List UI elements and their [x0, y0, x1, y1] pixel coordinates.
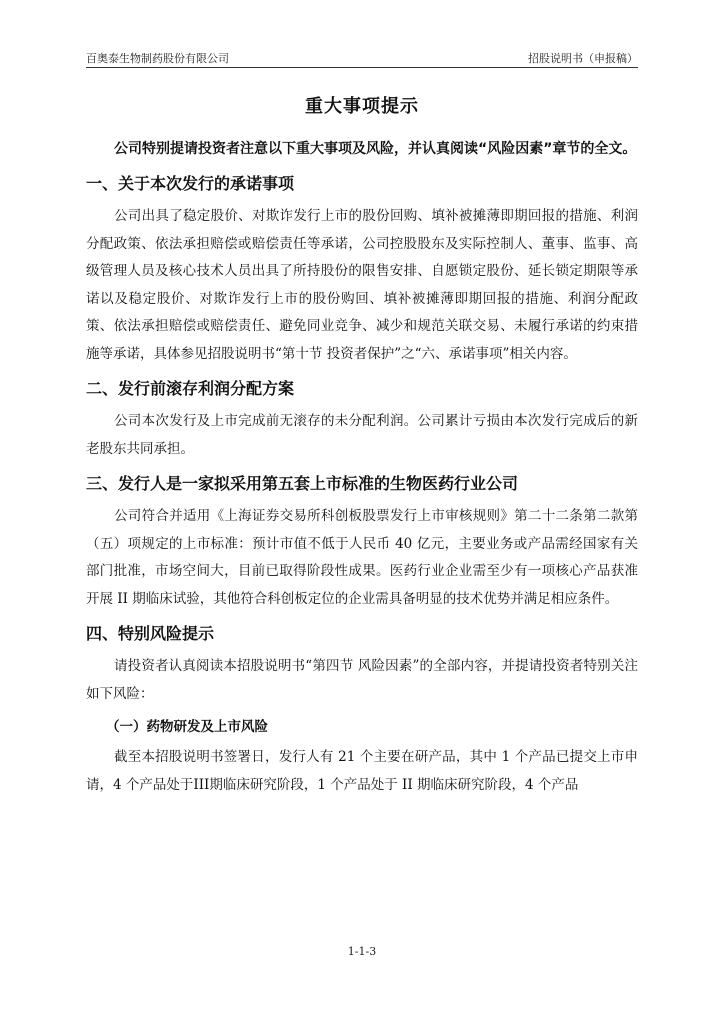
document-body [86, 92, 638, 805]
section-3-heading: 三、发行人是一家拟采用第五套上市标准的生物医药行业公司 [86, 474, 519, 493]
section-2-heading: 二、发行前滚存利润分配方案 [86, 379, 295, 398]
section-2-body: 公司本次发行及上市完成前无滚存的未分配利润。公司累计亏损由本次发行完成后的新老股东共同承担。 [86, 413, 638, 457]
section-1-body: 公司出具了稳定股价、对欺诈发行上市的股份回购、填补被摊薄即期回报的措施、利润分配政策、依法承担赔偿或赔偿责任等承诺，公司控股股东及实际控制人、董事、监事、高级管理人员及核心技术人员出具了所持股份的限售安排、自愿锁定股份、延长锁定期限等承诺以及稳定股价、对欺诈发行上市的股份购回、填补被摊薄即期回报的措施、利润分配政策、依法承担赔偿或赔偿责任、避免同业竞争、减少和规范关联交易、未履行承诺的约束措施等承诺，具体参见招股说明书“第十节 投资者保护”之“六、承诺事项”相关内容。 [86, 208, 638, 362]
page-title: 重大事项提示 [305, 96, 419, 117]
subsection-4-1-heading: （一）药物研发及上市风险 [106, 719, 268, 735]
page-number: 1-1-3 [347, 945, 377, 958]
section-4-body: 请投资者认真阅读本招股说明书“第四节 风险因素”的全部内容，并提请投资者特别关注如下风险： [86, 658, 638, 702]
subsection-4-1-body: 截至本招股说明书签署日，发行人有 21 个主要在研产品，其中 1 个产品已提交上市申请，4 个产品处于III期临床研究阶段，1 个产品处于 II 期临床研究阶段，4 个产品 [86, 749, 638, 793]
section-4-heading: 四、特别风险提示 [86, 624, 215, 643]
running-header [86, 50, 638, 68]
header-company-name: 百奥泰生物制药股份有限公司 [86, 52, 229, 65]
intro-paragraph: 公司特别提请投资者注意以下重大事项及风险，并认真阅读“风险因素”章节的全文。 [114, 141, 637, 157]
section-1-heading: 一、关于本次发行的承诺事项 [86, 174, 295, 193]
section-3-body: 公司符合并适用《上海证券交易所科创板股票发行上市审核规则》第二十二条第二款第（五）项规定的上市标准：预计市值不低于人民币 40 亿元，主要业务或产品需经国家有关部门批准，市场空间大，目前已取得阶段性成果。医药行业企业需至少有一项核心产品获准开展 II 期临床试验，其他符合科创板定位的企业需具备明显的技术优势并满足相应条件。 [86, 508, 638, 607]
header-document-type: 招股说明书（申报稿） [528, 52, 638, 65]
header-divider [86, 67, 638, 68]
